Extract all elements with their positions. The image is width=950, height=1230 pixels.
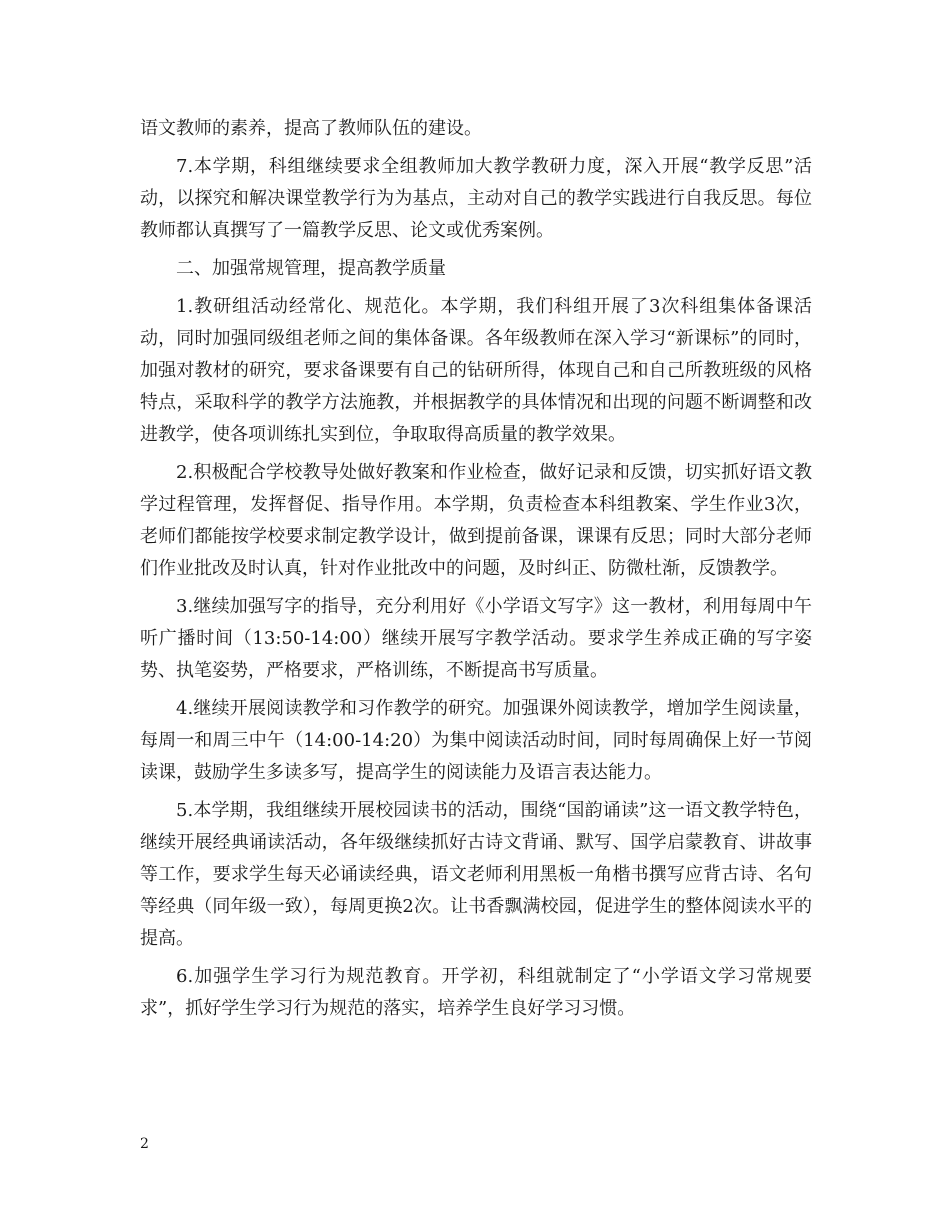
page-number: 2 xyxy=(140,1136,149,1152)
section-heading: 二、加强常规管理，提高教学质量 xyxy=(176,258,446,279)
paragraph-item-2: 2.积极配合学校教导处做好教案和作业检查，做好记录和反馈，切实抓好语文教学过程管理，发挥督促、指导作用。本学期，负责检查本科组教案、学生作业3次，老师们都能按学校要求制定教学设计，做到提前备课，课课有反思；同时大部分老师们作业批改及时认真，针对作业批改中的问题，及时纠正、防微杜渐，反馈教学。 xyxy=(140,462,812,579)
paragraph-item-6: 6.加强学生学习行为规范教育。开学初，科组就制定了“小学语文学习常规要求”，抓好学生学习行为规范的落实，培养学生良好学习习惯。 xyxy=(140,966,812,1019)
paragraph-item-4: 4.继续开展阅读教学和习作教学的研究。加强课外阅读教学，增加学生阅读量，每周一和周三中午（14:00-14:20）为集中阅读活动时间，同时每周确保上好一节阅读课，鼓励学生多读多写，提高学生的阅读能力及语言表达能力。 xyxy=(140,698,812,783)
paragraph-item-1: 1.教研组活动经常化、规范化。本学期，我们科组开展了3次科组集体备课活动，同时加强同级组老师之间的集体备课。各年级教师在深入学习“新课标”的同时，加强对教材的研究，要求备课要有自己的钻研所得，体现自己和自己所教班级的风格特点，采取科学的教学方法施教，并根据教学的具体情况和出现的问题不断调整和改进教学，使各项训练扎实到位，争取取得高质量的教学效果。 xyxy=(140,296,812,445)
paragraph-item-5: 5.本学期，我组继续开展校园读书的活动，围绕“国韵诵读”这一语文教学特色，继续开展经典诵读活动，各年级继续抓好古诗文背诵、默写、国学启蒙教育、讲故事等工作，要求学生每天必诵读经典，语文老师利用黑板一角楷书撰写应背古诗、名句等经典（同年级一致），每周更换2次。让书香飘满校园，促进学生的整体阅读水平的提高。 xyxy=(140,800,812,949)
document-body xyxy=(140,113,812,1031)
paragraph-continuation: 语文教师的素养，提高了教师队伍的建设。 xyxy=(140,118,482,139)
paragraph-item-3: 3.继续加强写字的指导，充分利用好《小学语文写字》这一教材，利用每周中午听广播时间（13:50-14:00）继续开展写字教学活动。要求学生养成正确的写字姿势、执笔姿势，严格要求，严格训练，不断提高书写质量。 xyxy=(140,596,812,681)
paragraph-item-7: 7.本学期，科组继续要求全组教师加大教学教研力度，深入开展“教学反思”活动，以探究和解决课堂教学行为为基点，主动对自己的教学实践进行自我反思。每位教师都认真撰写了一篇教学反思、论文或优秀案例。 xyxy=(140,156,812,241)
